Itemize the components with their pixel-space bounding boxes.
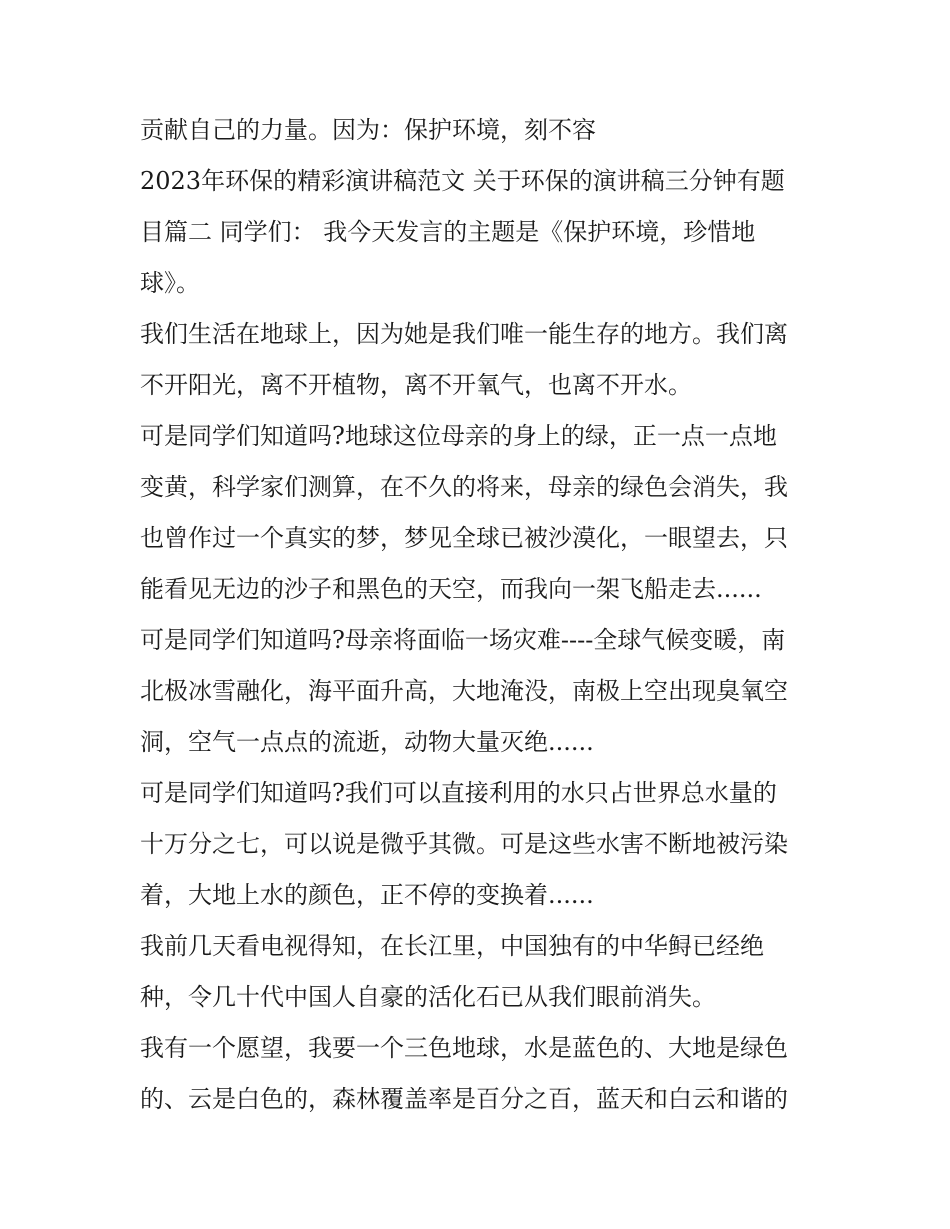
text-line: 着，大地上水的颜色，正不停的变换着...... xyxy=(140,881,594,909)
text-line: 可是同学们知道吗?母亲将面临一场灾难----全球气候变暖，南 xyxy=(140,626,786,654)
text-line: 可是同学们知道吗?我们可以直接利用的水只占世界总水量的 xyxy=(140,779,777,807)
text-line: 目篇二 同学们： 我今天发言的主题是《保护环境，珍惜地 xyxy=(140,218,756,246)
text-line: 球》。 xyxy=(140,269,200,297)
text-line: 北极冰雪融化，海平面升高，大地淹没，南极上空出现臭氧空 xyxy=(140,677,788,705)
text-line: 种，令几十代中国人自豪的活化石已从我们眼前消失。 xyxy=(140,983,716,1011)
text-line: 2023年环保的精彩演讲稿范文 关于环保的演讲稿三分钟有题 xyxy=(140,167,785,195)
text-line: 洞，空气一点点的流逝，动物大量灭绝...... xyxy=(140,728,594,756)
text-line: 也曾作过一个真实的梦，梦见全球已被沙漠化，一眼望去，只 xyxy=(140,524,788,552)
text-line: 不开阳光，离不开植物，离不开氧气，也离不开水。 xyxy=(140,371,692,399)
text-line: 能看见无边的沙子和黑色的天空，而我向一架飞船走去...... xyxy=(140,575,762,603)
text-line: 贡献自己的力量。因为：保护环境，刻不容 xyxy=(140,116,596,144)
text-line: 可是同学们知道吗?地球这位母亲的身上的绿，正一点一点地 xyxy=(140,422,777,450)
text-line: 我前几天看电视得知，在长江里，中国独有的中华鲟已经绝 xyxy=(140,932,764,960)
text-line: 我们生活在地球上，因为她是我们唯一能生存的地方。我们离 xyxy=(140,320,788,348)
text-line: 的、云是白色的，森林覆盖率是百分之百，蓝天和白云和谐的 xyxy=(140,1085,788,1113)
text-line: 我有一个愿望，我要一个三色地球，水是蓝色的、大地是绿色 xyxy=(140,1034,788,1062)
document-body xyxy=(140,105,820,1125)
text-line: 变黄，科学家们测算，在不久的将来，母亲的绿色会消失，我 xyxy=(140,473,788,501)
text-line: 十万分之七，可以说是微乎其微。可是这些水害不断地被污染 xyxy=(140,830,788,858)
